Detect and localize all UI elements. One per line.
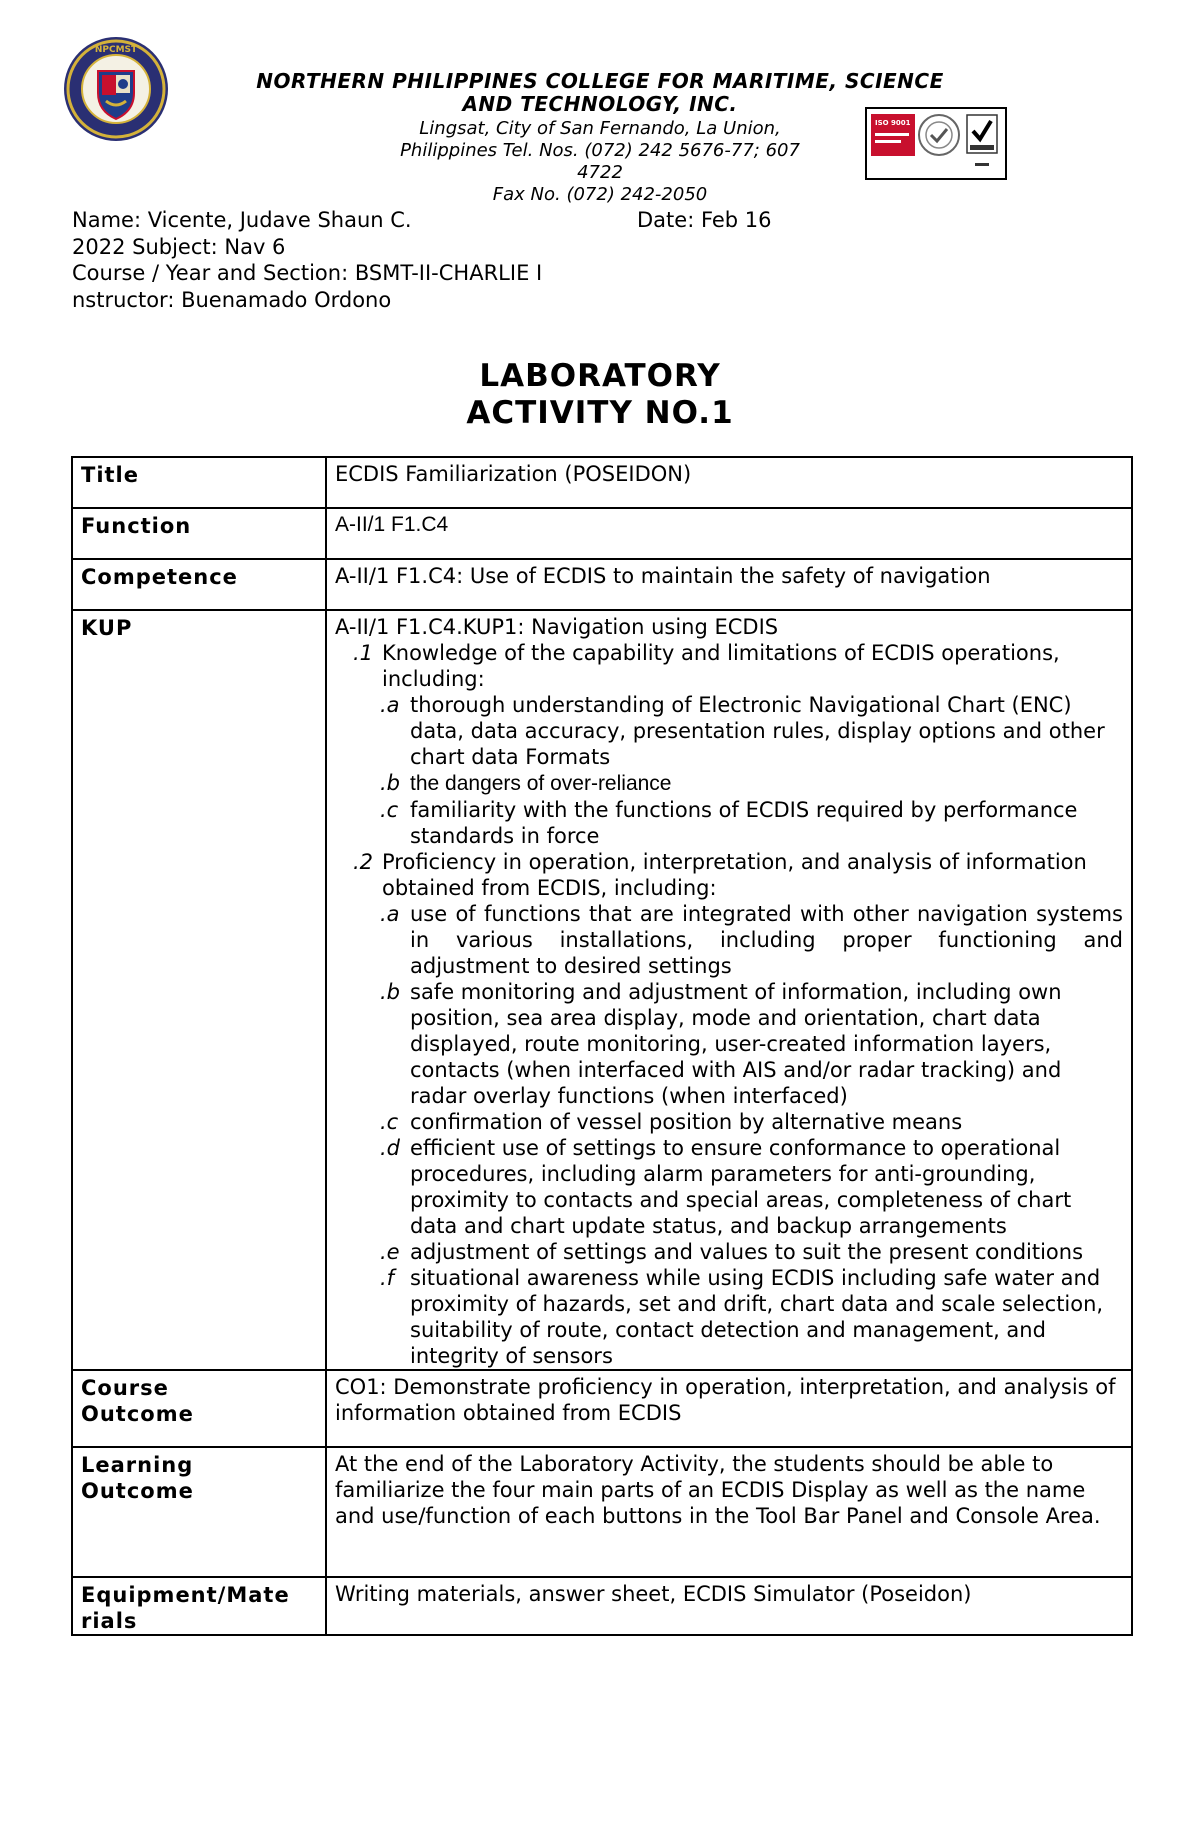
address-line4: Fax No. (072) 242-2050 — [492, 184, 708, 205]
table-row-equipment — [72, 1577, 1132, 1635]
table-row-course-outcome — [72, 1370, 1132, 1447]
row-label-competence: Competence — [72, 559, 326, 610]
kup-item-2d: .d efficient use of settings to ensure conformance to operational procedures, including alarm parameters for anti-grounding, proximity to contacts and special areas, completeness of chart data and chart update status, and backup arrangements — [380, 1136, 1072, 1238]
table-row-function — [72, 508, 1132, 559]
student-name-date-line — [72, 207, 772, 233]
date-label: Date: Feb 16 — [637, 208, 772, 232]
instructor-line: nstructor: Buenamado Ordono — [72, 288, 392, 312]
activity-details-table — [71, 456, 1133, 1636]
row-label-function: Function — [72, 508, 326, 559]
address-line2: Philippines Tel. Nos. (072) 242 5676-77; 607 — [400, 140, 800, 161]
school-logo — [62, 35, 170, 143]
table-row-title — [72, 457, 1132, 508]
institution-name-line1: NORTHERN PHILIPPINES COLLEGE FOR MARITIME, SCIENCE — [256, 69, 944, 93]
row-label-learning-outcome: Learning Outcome — [72, 1447, 326, 1577]
kup-item-1: .1 Knowledge of the capability and limitations of ECDIS operations, including: — [353, 641, 1060, 691]
kup-item-2c: .c confirmation of vessel position by alternative means — [380, 1110, 963, 1134]
course-line: Course / Year and Section: BSMT-II-CHARLIE I — [72, 261, 543, 285]
address-line3: 4722 — [577, 162, 623, 183]
institution-name-line2: AND TECHNOLOGY, INC. — [462, 92, 738, 116]
activity-title: LABORATORY ACTIVITY NO.1 — [466, 358, 734, 431]
kup-item-1a: .a thorough understanding of Electronic Navigational Chart (ENC) data, data accuracy, presentation rules, display options and other chart data Formats — [380, 693, 1105, 769]
svg-text:NPCMST: NPCMST — [94, 45, 138, 55]
kup-item-2a: .a use of functions that are integrated with other navigation systems in various installations, including proper functioning and adjustment to desired settings — [380, 902, 1123, 978]
row-value-kup — [326, 610, 1132, 1370]
table-row-learning-outcome — [72, 1447, 1132, 1577]
row-label-course-outcome: Course Outcome — [72, 1370, 326, 1447]
row-value-equipment: Writing materials, answer sheet, ECDIS Simulator (Poseidon) — [326, 1577, 1132, 1635]
kup-item-2f: .f situational awareness while using ECDIS including safe water and proximity of hazards, set and drift, chart data and scale selection, suitability of route, contact detection and management, and integrity of sensors — [380, 1266, 1104, 1368]
kup-item-1b: .b the dangers of over-reliance — [380, 771, 672, 795]
row-label-equipment: Equipment/Mate rials — [72, 1577, 326, 1635]
certification-badges — [865, 107, 1007, 180]
row-value-learning-outcome: At the end of the Laboratory Activity, the students should be able to familiarize the four main parts of an ECDIS Display as well as the name and use/function of each buttons in the Tool Bar Panel and Console Area. — [326, 1447, 1132, 1577]
kup-heading: A-II/1 F1.C4.KUP1: Navigation using ECDIS — [335, 615, 779, 639]
table-row-kup — [72, 610, 1132, 1370]
kup-item-1c: .c familiarity with the functions of ECDIS required by performance standards in force — [380, 798, 1078, 848]
svg-text:ISO 9001: ISO 9001 — [875, 119, 911, 127]
iso-certification-icon — [867, 109, 1005, 178]
address-line1: Lingsat, City of San Fernando, La Union, — [419, 118, 781, 139]
row-value-title: ECDIS Familiarization (POSEIDON) — [326, 457, 1132, 508]
kup-item-2b: .b safe monitoring and adjustment of information, including own position, sea area display, mode and orientation, chart data displayed, route monitoring, user-created information layers, contacts (when interfaced with AIS and/or radar tracking) and radar overlay functions (when interfaced) — [380, 980, 1062, 1108]
row-label-kup: KUP — [72, 610, 326, 1370]
row-value-course-outcome: CO1: Demonstrate proficiency in operation, interpretation, and analysis of information obtained from ECDIS — [326, 1370, 1132, 1447]
subject-line: 2022 Subject: Nav 6 — [72, 235, 286, 259]
student-name: Name: Vicente, Judave Shaun C. — [72, 208, 412, 232]
school-seal-icon — [62, 35, 170, 143]
kup-item-2: .2 Proficiency in operation, interpretation, and analysis of information obtained from ECDIS, including: — [353, 850, 1087, 900]
row-value-function: A-II/1 F1.C4 — [326, 508, 1132, 559]
table-row-competence — [72, 559, 1132, 610]
kup-item-2e: .e adjustment of settings and values to suit the present conditions — [380, 1240, 1084, 1264]
row-label-title: Title — [72, 457, 326, 508]
row-value-competence: A-II/1 F1.C4: Use of ECDIS to maintain the safety of navigation — [326, 559, 1132, 610]
